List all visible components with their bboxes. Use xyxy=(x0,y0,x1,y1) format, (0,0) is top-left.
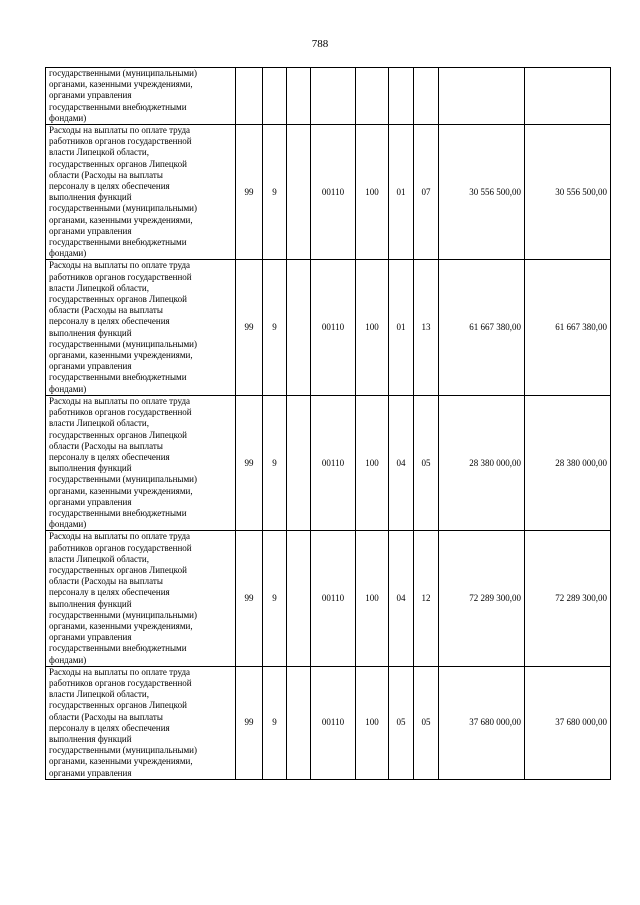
gp-code-cell xyxy=(236,68,263,125)
expense-description-cell xyxy=(46,260,236,395)
expense-description-line: работников органов государственной xyxy=(49,136,192,147)
subsection-cell: 05 xyxy=(414,395,439,530)
budget-table xyxy=(45,67,611,780)
subsection-cell: 12 xyxy=(414,531,439,666)
amount-cell xyxy=(439,68,525,125)
expense-description-line: персоналу в целях обеспечения xyxy=(49,587,170,598)
expense-description-line: фондами) xyxy=(49,383,87,394)
expense-description-line: Расходы на выплаты по оплате труда xyxy=(49,666,191,677)
table-row xyxy=(46,260,611,395)
subsection-cell: 05 xyxy=(414,666,439,779)
amount-cell: 72 289 300,00 xyxy=(439,531,525,666)
expense-description-line: органами управления xyxy=(49,767,132,778)
amount-total-cell: 72 289 300,00 xyxy=(525,531,611,666)
expense-description-line: государственными (муниципальными) xyxy=(49,474,197,485)
pgp-code-cell: 9 xyxy=(263,666,287,779)
pgp-code-cell: 9 xyxy=(263,531,287,666)
amount-total-cell xyxy=(525,68,611,125)
gp-code-cell: 99 xyxy=(236,125,263,260)
pgp-code-cell xyxy=(263,68,287,125)
expense-description-line: области (Расходы на выплаты xyxy=(49,440,163,451)
section-cell: 01 xyxy=(389,125,414,260)
pgp-code-cell: 9 xyxy=(263,125,287,260)
direction-code-cell: 00110 xyxy=(311,260,356,395)
amount-total-cell: 61 667 380,00 xyxy=(525,260,611,395)
expense-description-line: власти Липецкой области, xyxy=(49,689,149,700)
section-cell: 01 xyxy=(389,260,414,395)
direction-code-cell: 00110 xyxy=(311,125,356,260)
gp-code-cell: 99 xyxy=(236,260,263,395)
pgp-code-cell: 9 xyxy=(263,395,287,530)
expense-description-line: государственными (муниципальными) xyxy=(49,609,197,620)
expense-description-cell xyxy=(46,395,236,530)
section-cell xyxy=(389,68,414,125)
subsection-cell: 13 xyxy=(414,260,439,395)
section-cell: 05 xyxy=(389,666,414,779)
expense-description-line: власти Липецкой области, xyxy=(49,282,149,293)
expense-description-line: Расходы на выплаты по оплате труда xyxy=(49,125,191,136)
expense-description-line: государственными внебюджетными xyxy=(49,643,187,654)
expense-description-line: области (Расходы на выплаты xyxy=(49,711,163,722)
table-row xyxy=(46,531,611,666)
direction-code-cell xyxy=(311,68,356,125)
expense-description-line: органами управления xyxy=(49,632,132,643)
expense-description-line: персоналу в целях обеспечения xyxy=(49,181,170,192)
expense-description-line: выполнения функций xyxy=(49,733,132,744)
table-row xyxy=(46,68,611,125)
expense-description-line: выполнения функций xyxy=(49,598,132,609)
expense-description-cell xyxy=(46,125,236,260)
expense-description-line: органами управления xyxy=(49,496,132,507)
expense-type-cell: 100 xyxy=(356,666,389,779)
amount-total-cell: 28 380 000,00 xyxy=(525,395,611,530)
expense-description-line: государственных органов Липецкой xyxy=(49,429,187,440)
table-row xyxy=(46,125,611,260)
amount-cell: 37 680 000,00 xyxy=(439,666,525,779)
amount-cell: 28 380 000,00 xyxy=(439,395,525,530)
expense-description-line: работников органов государственной xyxy=(49,677,192,688)
expense-description-line: выполнения функций xyxy=(49,192,132,203)
expense-description-line: государственными внебюджетными xyxy=(49,237,187,248)
expense-description-line: органами, казенными учреждениями, xyxy=(49,214,193,225)
expense-description-line: власти Липецкой области, xyxy=(49,553,149,564)
direction-code-cell: 00110 xyxy=(311,395,356,530)
expense-description-line: области (Расходы на выплаты xyxy=(49,576,163,587)
expense-description-cell xyxy=(46,666,236,779)
expense-description-line: области (Расходы на выплаты xyxy=(49,169,163,180)
expense-description-cell xyxy=(46,531,236,666)
section-cell: 04 xyxy=(389,531,414,666)
expense-description-line: государственных органов Липецкой xyxy=(49,564,187,575)
expense-description-line: государственных органов Липецкой xyxy=(49,158,187,169)
expense-description-line: государственных органов Липецкой xyxy=(49,700,187,711)
expense-description-line: органами управления xyxy=(49,225,132,236)
direction-code-cell: 00110 xyxy=(311,531,356,666)
expense-description-line: выполнения функций xyxy=(49,463,132,474)
expense-description-line: Расходы на выплаты по оплате труда xyxy=(49,260,191,271)
table-row xyxy=(46,666,611,779)
expense-description-line: органами, казенными учреждениями, xyxy=(49,350,193,361)
om-code-cell xyxy=(287,260,311,395)
expense-description-line: персоналу в целях обеспечения xyxy=(49,451,170,462)
expense-description-line: выполнения функций xyxy=(49,327,132,338)
table-row xyxy=(46,395,611,530)
gp-code-cell: 99 xyxy=(236,395,263,530)
expense-description-line: работников органов государственной xyxy=(49,542,192,553)
expense-description-line: власти Липецкой области, xyxy=(49,418,149,429)
expense-description-line: работников органов государственной xyxy=(49,271,192,282)
expense-type-cell: 100 xyxy=(356,531,389,666)
amount-total-cell: 37 680 000,00 xyxy=(525,666,611,779)
expense-description-line: государственными внебюджетными xyxy=(49,372,187,383)
om-code-cell xyxy=(287,531,311,666)
expense-description-line: государственными (муниципальными) xyxy=(49,68,197,78)
expense-description-line: Расходы на выплаты по оплате труда xyxy=(49,395,191,406)
expense-type-cell xyxy=(356,68,389,125)
expense-type-cell: 100 xyxy=(356,125,389,260)
expense-description-line: государственными (муниципальными) xyxy=(49,338,197,349)
expense-description-line: государственными внебюджетными xyxy=(49,101,187,112)
expense-description-line: органами управления xyxy=(49,90,132,101)
amount-total-cell: 30 556 500,00 xyxy=(525,125,611,260)
expense-description-line: органами, казенными учреждениями, xyxy=(49,756,193,767)
amount-cell: 30 556 500,00 xyxy=(439,125,525,260)
expense-description-line: органами, казенными учреждениями, xyxy=(49,620,193,631)
expense-description-line: государственных органов Липецкой xyxy=(49,294,187,305)
om-code-cell xyxy=(287,395,311,530)
gp-code-cell: 99 xyxy=(236,666,263,779)
direction-code-cell: 00110 xyxy=(311,666,356,779)
expense-type-cell: 100 xyxy=(356,395,389,530)
om-code-cell xyxy=(287,68,311,125)
page-number: 788 xyxy=(311,38,329,50)
expense-description-line: области (Расходы на выплаты xyxy=(49,305,163,316)
expense-description-line: государственными (муниципальными) xyxy=(49,745,197,756)
expense-type-cell: 100 xyxy=(356,260,389,395)
expense-description-line: органами управления xyxy=(49,361,132,372)
expense-description-line: персоналу в целях обеспечения xyxy=(49,722,170,733)
expense-description-line: фондами) xyxy=(49,248,87,259)
om-code-cell xyxy=(287,125,311,260)
subsection-cell xyxy=(414,68,439,125)
section-cell: 04 xyxy=(389,395,414,530)
expense-description-line: государственными внебюджетными xyxy=(49,507,187,518)
subsection-cell: 07 xyxy=(414,125,439,260)
expense-description-line: власти Липецкой области, xyxy=(49,147,149,158)
pgp-code-cell: 9 xyxy=(263,260,287,395)
expense-description-line: персоналу в целях обеспечения xyxy=(49,316,170,327)
expense-description-line: фондами) xyxy=(49,654,87,665)
expense-description-line: работников органов государственной xyxy=(49,407,192,418)
expense-description-line: фондами) xyxy=(49,519,87,530)
expense-description-cell xyxy=(46,68,236,125)
om-code-cell xyxy=(287,666,311,779)
expense-description-line: государственными (муниципальными) xyxy=(49,203,197,214)
expense-description-line: Расходы на выплаты по оплате труда xyxy=(49,531,191,542)
expense-description-line: органами, казенными учреждениями, xyxy=(49,485,193,496)
amount-cell: 61 667 380,00 xyxy=(439,260,525,395)
table-body xyxy=(46,68,611,780)
gp-code-cell: 99 xyxy=(236,531,263,666)
expense-description-line: фондами) xyxy=(49,112,87,123)
expense-description-line: органами, казенными учреждениями, xyxy=(49,79,193,90)
